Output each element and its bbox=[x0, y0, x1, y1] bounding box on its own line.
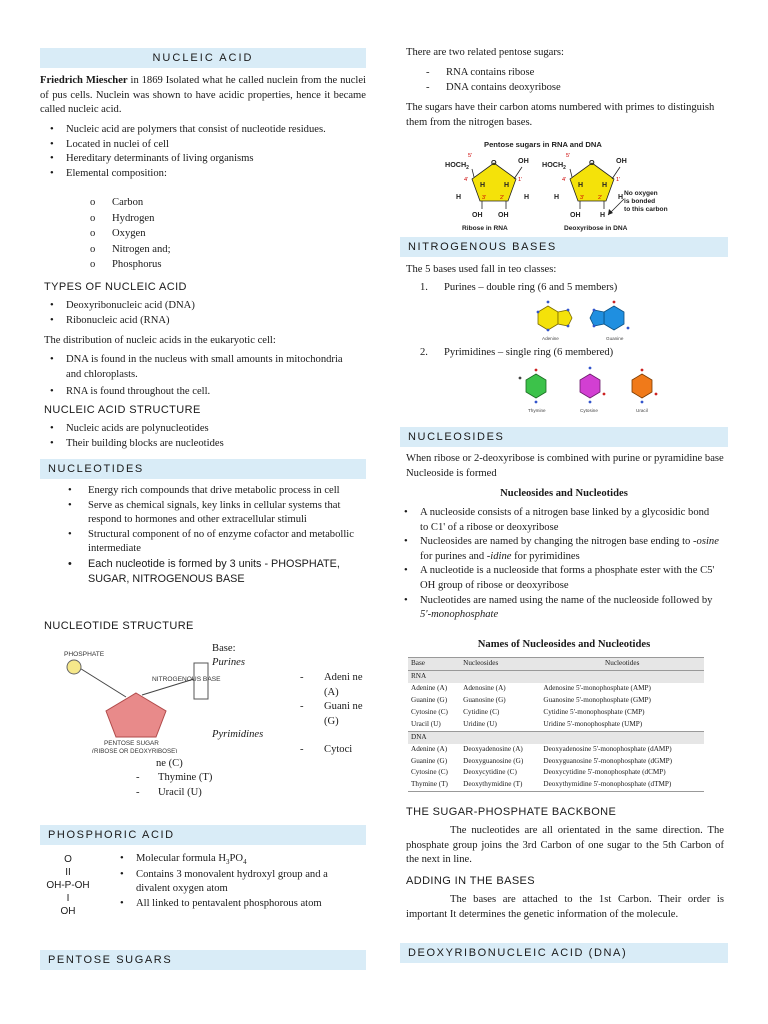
bases-text: The 5 bases used fall in teo classes: bbox=[406, 264, 557, 275]
h-label: H bbox=[524, 194, 530, 201]
formula-line: O bbox=[64, 854, 72, 865]
list-item: • Nucleic acid are polymers that consist of nucleotide residues. bbox=[40, 123, 340, 138]
banner-nitrogenous-bases: NITROGENOUS BASES bbox=[400, 237, 728, 257]
note-line: is bonded bbox=[624, 198, 656, 205]
text-part: -osine bbox=[693, 536, 719, 548]
table-title: Names of Nucleosides and Nucleotides bbox=[477, 639, 651, 650]
list-item: o Carbon bbox=[40, 195, 340, 211]
phosphate-circle bbox=[67, 660, 81, 674]
table-cell: Guanosine (G) bbox=[463, 695, 506, 704]
deoxyribose-caption: Deoxyribose in DNA bbox=[564, 225, 628, 232]
list-item bbox=[394, 594, 720, 623]
table-cell: Uracil (U) bbox=[411, 719, 441, 728]
h-label: H bbox=[504, 182, 510, 189]
table-header-row bbox=[408, 658, 704, 671]
table-cell: Adenine (A) bbox=[411, 744, 448, 753]
hoch2-label: $HOCH_2$ bbox=[542, 160, 566, 171]
list-item: • Nucleic acids are polynucleotides bbox=[40, 422, 340, 437]
carbon-label: 4' bbox=[562, 177, 567, 183]
purines-figure bbox=[530, 298, 662, 342]
table-cell: Cytosine (C) bbox=[411, 768, 448, 777]
formula-line: OH bbox=[60, 906, 76, 917]
column-header: Nucleotides bbox=[540, 658, 704, 671]
column-header: Base bbox=[408, 658, 460, 671]
ribose-caption: Ribose in RNA bbox=[462, 225, 508, 232]
table-row bbox=[408, 744, 704, 756]
table-cell: Deoxyguanosine 5'-monophosphate (dGMP) bbox=[543, 756, 673, 765]
cytosine-ring bbox=[580, 374, 600, 398]
oh-label: OH bbox=[498, 212, 509, 219]
class-text: Pyrimidines – single ring (6 membered) bbox=[444, 347, 614, 358]
text-part: for pyrimidines bbox=[511, 550, 580, 562]
purine-item-guanine: Guani ne (G) bbox=[324, 701, 363, 727]
list-item: • Ribonucleic acid (RNA) bbox=[40, 314, 340, 329]
h-label: H bbox=[554, 194, 560, 201]
carbon-label: 5' bbox=[468, 153, 473, 159]
table-cell: Thymine (T) bbox=[408, 779, 460, 791]
formula-mid: PO bbox=[229, 853, 244, 864]
list-item: - RNA contains ribose bbox=[420, 66, 720, 81]
guanine-label: Guanine bbox=[606, 336, 624, 341]
table-row bbox=[408, 683, 704, 695]
sugar-label: PENTOSE SUGAR bbox=[104, 740, 159, 747]
pyrimidines-figure bbox=[512, 362, 672, 414]
types-list bbox=[40, 299, 340, 328]
table-cell: Cytidine (C) bbox=[463, 707, 500, 716]
nucleotide-structure-heading: NUCLEOTIDE STRUCTURE bbox=[44, 620, 194, 632]
ring-oxygen: O bbox=[491, 158, 497, 167]
uracil-ring bbox=[632, 374, 652, 398]
pyrimidine-item-thymine: Thymine (T) bbox=[158, 772, 213, 783]
formula-line: OH-P-OH bbox=[46, 880, 90, 891]
dash-mark: - bbox=[300, 701, 304, 712]
pyrimidine-item-cytosine-cont: ne (C) bbox=[156, 758, 183, 769]
table-cell: Adenosine 5'-monophosphate (AMP) bbox=[543, 683, 651, 692]
text-part: 5'-monophosphate bbox=[420, 609, 499, 621]
group-label: RNA bbox=[408, 670, 704, 682]
carbon-label: 2' bbox=[598, 195, 603, 201]
purine-item-adenine: Adeni ne (A) bbox=[324, 672, 363, 698]
cytosine-label: Cytosine bbox=[580, 408, 598, 413]
h-label: H bbox=[602, 182, 608, 189]
list-item: • Their building blocks are nucleotides bbox=[40, 437, 340, 452]
intro-paragraph bbox=[40, 74, 366, 118]
element-list bbox=[40, 195, 340, 273]
uracil-label: Uracil bbox=[636, 408, 648, 413]
list-item: o Hydrogen bbox=[40, 211, 340, 227]
table-cell: Deoxyguanosine (G) bbox=[463, 756, 524, 765]
list-item: • Elemental composition: bbox=[40, 167, 340, 182]
pentose-sugars-figure bbox=[442, 135, 678, 233]
base-label: NITROGENOUS BASE bbox=[152, 676, 221, 683]
pyrimidine-item-cytosine: Cytoci bbox=[324, 744, 353, 755]
structure-list bbox=[40, 422, 340, 451]
text-part: Nucleosides are named by changing the nitrogen base ending to bbox=[420, 536, 694, 548]
banner-nucleotides: NUCLEOTIDES bbox=[40, 459, 366, 479]
list-item: • DNA is found in the nucleus with small amounts in mitochondria and chloroplasts. bbox=[40, 353, 350, 382]
carbon-label: 3' bbox=[580, 195, 585, 201]
table-cell: Deoxyadenosine 5'-monophosphate (dAMP) bbox=[543, 744, 672, 753]
banner-dna: DEOXYRIBONUCLEIC ACID (DNA) bbox=[400, 943, 728, 963]
list-item: • Structural component of no of enzyme cofactor and metabollic intermediate bbox=[40, 528, 360, 557]
pentose-list bbox=[420, 66, 720, 95]
class-text: Purines – double ring (6 and 5 members) bbox=[444, 282, 618, 293]
list-item: • Located in nuclei of cell bbox=[40, 138, 340, 153]
formula-line: II bbox=[65, 867, 71, 878]
pyrimidine-item-uracil: Uracil (U) bbox=[158, 787, 202, 798]
purines-label: Purines bbox=[212, 657, 245, 668]
list-item bbox=[394, 535, 720, 564]
dash-mark: - bbox=[136, 772, 140, 783]
backbone-heading: THE SUGAR-PHOSPHATE BACKBONE bbox=[406, 806, 617, 818]
table-cell: Guanosine 5'-monophosphate (GMP) bbox=[543, 695, 651, 704]
phosphoric-list bbox=[110, 852, 356, 912]
phosphate-label: PHOSPHATE bbox=[64, 651, 105, 658]
carbon-label: 5' bbox=[566, 153, 571, 159]
note-line: No oxygen bbox=[624, 190, 658, 197]
table-cell: Deoxythymidine (T) bbox=[460, 779, 540, 791]
table-group-row bbox=[408, 670, 704, 682]
list-item: • Energy rich compounds that drive metabolic process in cell bbox=[40, 484, 360, 499]
dash-mark: - bbox=[136, 787, 140, 798]
banner-pentose-sugars: PENTOSE SUGARS bbox=[40, 950, 366, 970]
h-label: H bbox=[480, 182, 486, 189]
intro-text: in 1869 Isolated what he called nuclein from the nuclei of pus cells. Nuclein was shown to have acidic properties, hence it became called nucleic acid. bbox=[40, 75, 366, 116]
list-item: - DNA contains deoxyribose bbox=[420, 81, 720, 96]
oh-label: OH bbox=[570, 212, 581, 219]
note-line: to this carbon bbox=[624, 206, 668, 213]
distribution-list bbox=[40, 353, 350, 400]
figure-title: Pentose sugars in RNA and DNA bbox=[484, 140, 602, 149]
group-label: DNA bbox=[408, 731, 704, 743]
adenine-label: Adenine bbox=[542, 336, 559, 341]
list-item: 1. Purines – double ring (6 and 5 members) bbox=[420, 282, 618, 293]
text-part: -idine bbox=[486, 550, 512, 562]
table-cell: Uridine (U) bbox=[463, 719, 497, 728]
adding-heading: ADDING IN THE BASES bbox=[406, 875, 536, 887]
text-part: Nucleotides are named using the name of the nucleoside followed by bbox=[420, 594, 713, 606]
table-row bbox=[408, 756, 704, 768]
intro-bullets bbox=[40, 123, 340, 181]
table-cell: Adenine (A) bbox=[411, 683, 448, 692]
formula-sub: 3 bbox=[226, 858, 230, 867]
guanine-ring-5 bbox=[590, 310, 604, 326]
banner-nucleic-acid: NUCLEIC ACID bbox=[40, 48, 366, 68]
column-header: Nucleosides bbox=[460, 658, 540, 671]
thymine-ring bbox=[526, 374, 546, 398]
adenine-ring-5 bbox=[558, 310, 572, 326]
nucleosides-table bbox=[408, 657, 704, 792]
formula-sub: 4 bbox=[243, 858, 247, 867]
table-row bbox=[408, 719, 704, 731]
base-classes-2 bbox=[420, 346, 720, 361]
list-item: • Deoxyribonucleic acid (DNA) bbox=[40, 299, 340, 314]
list-item: • Contains 3 monovalent hydroxyl group and a divalent oxygen atom bbox=[110, 868, 356, 897]
table-cell: Deoxythymidine 5'-monophosphate (dTMP) bbox=[540, 779, 704, 791]
carbon-text: The sugars have their carbon atoms numbered with primes to distinguish them from the nitrogen bases. bbox=[406, 102, 715, 128]
list-item: • All linked to pentavalent phosphorous atom bbox=[110, 897, 356, 912]
list-item: o Nitrogen and; bbox=[40, 242, 340, 258]
base-classes bbox=[420, 281, 720, 296]
nucleotide-list bbox=[40, 484, 360, 587]
ring-oxygen: O bbox=[589, 158, 595, 167]
h-label: H bbox=[600, 212, 606, 219]
pentose-intro: There are two related pentose sugars: bbox=[406, 47, 564, 58]
nucleotide-structure-diagram bbox=[56, 645, 232, 753]
list-item: • Hereditary determinants of living organisms bbox=[40, 152, 340, 167]
h-label: H bbox=[578, 182, 584, 189]
banner-phosphoric-acid: PHOSPHORIC ACID bbox=[40, 825, 366, 845]
table-cell: Deoxyadenosine (A) bbox=[463, 744, 523, 753]
list-item: • Each nucleotide is formed by 3 units - PHOSPHATE, SUGAR, NITROGENOUS BASE bbox=[40, 557, 360, 587]
list-item: • A nucleotide is a nucleoside that forms a phosphate ester with the C5' OH group of ribose or deoxyribose bbox=[394, 564, 720, 593]
table-group-row bbox=[408, 731, 704, 743]
list-item: o Phosphorus bbox=[40, 257, 340, 273]
table-cell: Cytosine (C) bbox=[411, 707, 448, 716]
dash-mark: - bbox=[300, 744, 304, 755]
table-cell: Guanine (G) bbox=[411, 756, 448, 765]
hoch2-label: $HOCH_2$ bbox=[445, 160, 469, 171]
formula-line: I bbox=[66, 893, 70, 904]
table-row bbox=[408, 695, 704, 707]
adenine-ring-6 bbox=[538, 306, 558, 330]
oh-label: OH bbox=[472, 212, 483, 219]
backbone-text: The nucleotides are all orientated in the same direction. The phosphate group joins the 3rd Carbon of one sugar to the 5th Carbon of the next in line. bbox=[406, 825, 724, 866]
carbon-label: 1' bbox=[616, 177, 621, 183]
carbon-label: 2' bbox=[500, 195, 505, 201]
list-item: • Serve as chemical signals, key links in cellular systems that respond to hormones and other extracellular stimuli bbox=[40, 499, 360, 528]
phosphoric-formula bbox=[40, 853, 96, 918]
guanine-ring-6 bbox=[604, 306, 624, 330]
intro-author: Friedrich Miescher bbox=[40, 75, 128, 86]
nucleoside-list bbox=[394, 506, 720, 623]
table-cell: Deoxycytidine 5'-monophosphate (dCMP) bbox=[543, 768, 666, 777]
adding-text: The bases are attached to the 1st Carbon. Their order is important It determines the genetic information of the molecule. bbox=[406, 894, 724, 920]
table-cell: Uridine 5'-monophosphate (UMP) bbox=[543, 719, 643, 728]
banner-nucleosides: NUCLEOSIDES bbox=[400, 427, 728, 447]
carbon-label: 3' bbox=[482, 195, 487, 201]
distribution-text: The distribution of nucleic acids in the eukaryotic cell: bbox=[44, 335, 276, 346]
base-label-text: Base: bbox=[212, 643, 236, 654]
nucleoside-text: When ribose or 2-deoxyribose is combined with purine or pyramidine base Nucleoside is formed bbox=[406, 453, 724, 479]
h-label: H bbox=[456, 194, 462, 201]
list-item: • RNA is found throughout the cell. bbox=[40, 385, 350, 400]
carbon-label: 1' bbox=[518, 177, 523, 183]
table-row bbox=[408, 779, 704, 791]
table-row bbox=[408, 767, 704, 779]
types-heading: TYPES OF NUCLEIC ACID bbox=[44, 281, 187, 293]
oh-label: OH bbox=[616, 156, 627, 165]
table-cell: Cytidine 5'-monophosphate (CMP) bbox=[543, 707, 645, 716]
text-part: for purines and bbox=[420, 550, 487, 562]
formula-prefix: Molecular formula H bbox=[136, 853, 227, 864]
table-cell: Deoxycytidine (C) bbox=[463, 768, 517, 777]
oh-label: OH bbox=[518, 156, 529, 165]
list-item: • A nucleoside consists of a nitrogen base linked by a glycosidic bond to C1' of a ribose or deoxyribose bbox=[394, 506, 720, 535]
dash-mark: - bbox=[300, 672, 304, 683]
nucleosides-heading: Nucleosides and Nucleotides bbox=[500, 488, 628, 499]
h-label: H bbox=[618, 194, 624, 201]
sugar-sublabel: (RIBOSE OR DEOXYRIBOSE) bbox=[92, 748, 178, 753]
list-item: 2. Pyrimidines – single ring (6 membered) bbox=[420, 347, 614, 358]
pyrimidines-label: Pyrimidines bbox=[212, 729, 264, 740]
list-item: o Oxygen bbox=[40, 226, 340, 242]
table-cell: Guanine (G) bbox=[411, 695, 448, 704]
table-row bbox=[408, 707, 704, 719]
list-item bbox=[110, 852, 356, 868]
thymine-label: Thymine bbox=[528, 408, 546, 413]
carbon-label: 4' bbox=[464, 177, 469, 183]
structure-heading: NUCLEIC ACID STRUCTURE bbox=[44, 404, 201, 416]
table-cell: Adenosine (A) bbox=[463, 683, 506, 692]
